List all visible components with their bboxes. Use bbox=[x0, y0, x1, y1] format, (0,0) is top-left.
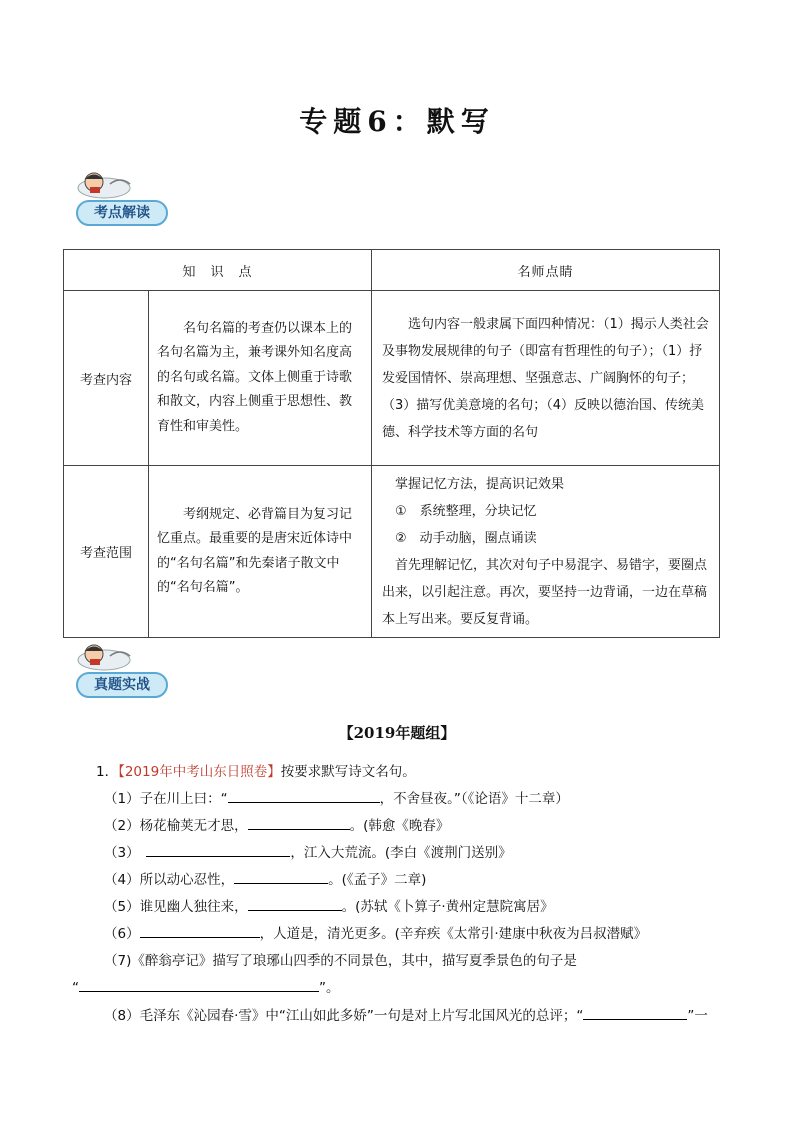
knowledge-table bbox=[63, 249, 720, 638]
question-number: 1． bbox=[96, 764, 119, 780]
answer-blank[interactable] bbox=[228, 788, 380, 803]
item-text: 。(苏轼《卜算子·黄州定慧院寓居》 bbox=[341, 899, 554, 915]
table-row bbox=[64, 466, 720, 638]
item-4 bbox=[104, 868, 426, 888]
table-header-left: 知 识 点 bbox=[64, 250, 372, 291]
tip-text: 选句内容一般隶属下面四种情况：（1）揭示人类社会及事物发展规律的句子（即富有哲理性的句子）；（1）抒发爱国情怀、崇高理想、坚强意志、广阔胸怀的句子；（3）描写优美意境的名句；（4）反映以德治国、传统美德、科学技术等方面的名句 bbox=[382, 316, 709, 440]
row-label: 考查内容 bbox=[64, 291, 149, 466]
answer-blank[interactable] bbox=[140, 923, 260, 938]
row-knowledge: 考纲规定、必背篇目为复习记忆重点。最重要的是唐宋近体诗中的“名句名篇”和先秦诸子散文中的“名句名篇”。 bbox=[149, 466, 372, 638]
item-text: 。(韩愈《晚春》 bbox=[349, 818, 450, 834]
answer-blank[interactable] bbox=[146, 842, 290, 857]
row-tips bbox=[372, 466, 720, 638]
item-2 bbox=[104, 814, 449, 834]
item-text: （2）杨花榆荚无才思， bbox=[104, 818, 248, 834]
table-row bbox=[64, 291, 720, 466]
badge-label: 真题实战 bbox=[76, 672, 168, 698]
item-7-answer bbox=[72, 976, 340, 996]
item-text: （7)《醉翁亭记》描写了琅琊山四季的不同景色，其中，描写夏季景色的句子是 bbox=[104, 953, 577, 969]
tip-text: ① 系统整理，分块记忆 bbox=[395, 503, 537, 519]
item-text: ，人道是，清光更多。(辛弃疾《太常引·建康中秋夜为吕叔潜赋》 bbox=[259, 926, 648, 942]
item-text: （4）所以动心忍性， bbox=[104, 872, 235, 888]
item-text: ，不舍昼夜。”（《论语》十二章） bbox=[379, 791, 569, 807]
section-badge-kaodian bbox=[62, 168, 172, 230]
item-text: （1）子在川上曰：“ bbox=[104, 791, 228, 807]
question-text: 按要求默写诗文名句。 bbox=[280, 764, 416, 780]
tip-text: 掌握记忆方法，提高识记效果 bbox=[395, 476, 565, 492]
item-text: （5）谁见幽人独往来， bbox=[104, 899, 248, 915]
item-text: ，江入大荒流。(李白《渡荆门送别》 bbox=[290, 845, 512, 861]
row-knowledge: 名句名篇的考查仍以课本上的名句名篇为主，兼考课外知名度高的名句或名篇。文体上侧重于诗歌和散文，内容上侧重于思想性、教育性和审美性。 bbox=[149, 291, 372, 466]
item-5 bbox=[104, 895, 554, 915]
question-1 bbox=[96, 760, 416, 780]
question-source: 【2019年中考山东日照卷】 bbox=[118, 764, 281, 780]
section-heading: 【2019年题组】 bbox=[338, 724, 456, 742]
answer-blank[interactable] bbox=[248, 815, 350, 830]
row-tips bbox=[372, 291, 720, 466]
page-title: 专题6：默写 bbox=[299, 105, 495, 138]
item-text: （3） bbox=[104, 845, 147, 861]
item-6 bbox=[104, 922, 647, 942]
tip-text: 首先理解记忆，其次对句子中易混字、易错字，要圈点出来，以引起注意。再次，要坚持一边背诵，一边在草稿本上写出来。要反复背诵。 bbox=[382, 557, 708, 627]
item-text: （6） bbox=[104, 926, 140, 942]
item-text: ”一 bbox=[687, 1008, 708, 1024]
badge-label: 考点解读 bbox=[76, 200, 168, 226]
item-3 bbox=[104, 841, 512, 861]
item-text: （8）毛泽东《沁园春·雪》中“江山如此多娇”一句是对上片写北国风光的总评；“ bbox=[104, 1008, 584, 1024]
item-text: ”。 bbox=[319, 980, 340, 996]
item-8 bbox=[104, 1004, 708, 1024]
answer-blank[interactable] bbox=[79, 977, 319, 992]
tip-text: ② 动手动脑，圈点诵读 bbox=[395, 530, 537, 546]
item-text: “ bbox=[72, 980, 79, 996]
section-badge-zhenti bbox=[62, 640, 172, 702]
answer-blank[interactable] bbox=[248, 896, 342, 911]
answer-blank[interactable] bbox=[583, 1005, 687, 1020]
row-label: 考查范围 bbox=[64, 466, 149, 638]
item-1 bbox=[104, 787, 569, 807]
table-header-right: 名师点睛 bbox=[372, 250, 720, 291]
answer-blank[interactable] bbox=[234, 869, 328, 884]
item-7 bbox=[104, 949, 577, 969]
item-text: 。(《孟子》二章) bbox=[328, 872, 427, 888]
